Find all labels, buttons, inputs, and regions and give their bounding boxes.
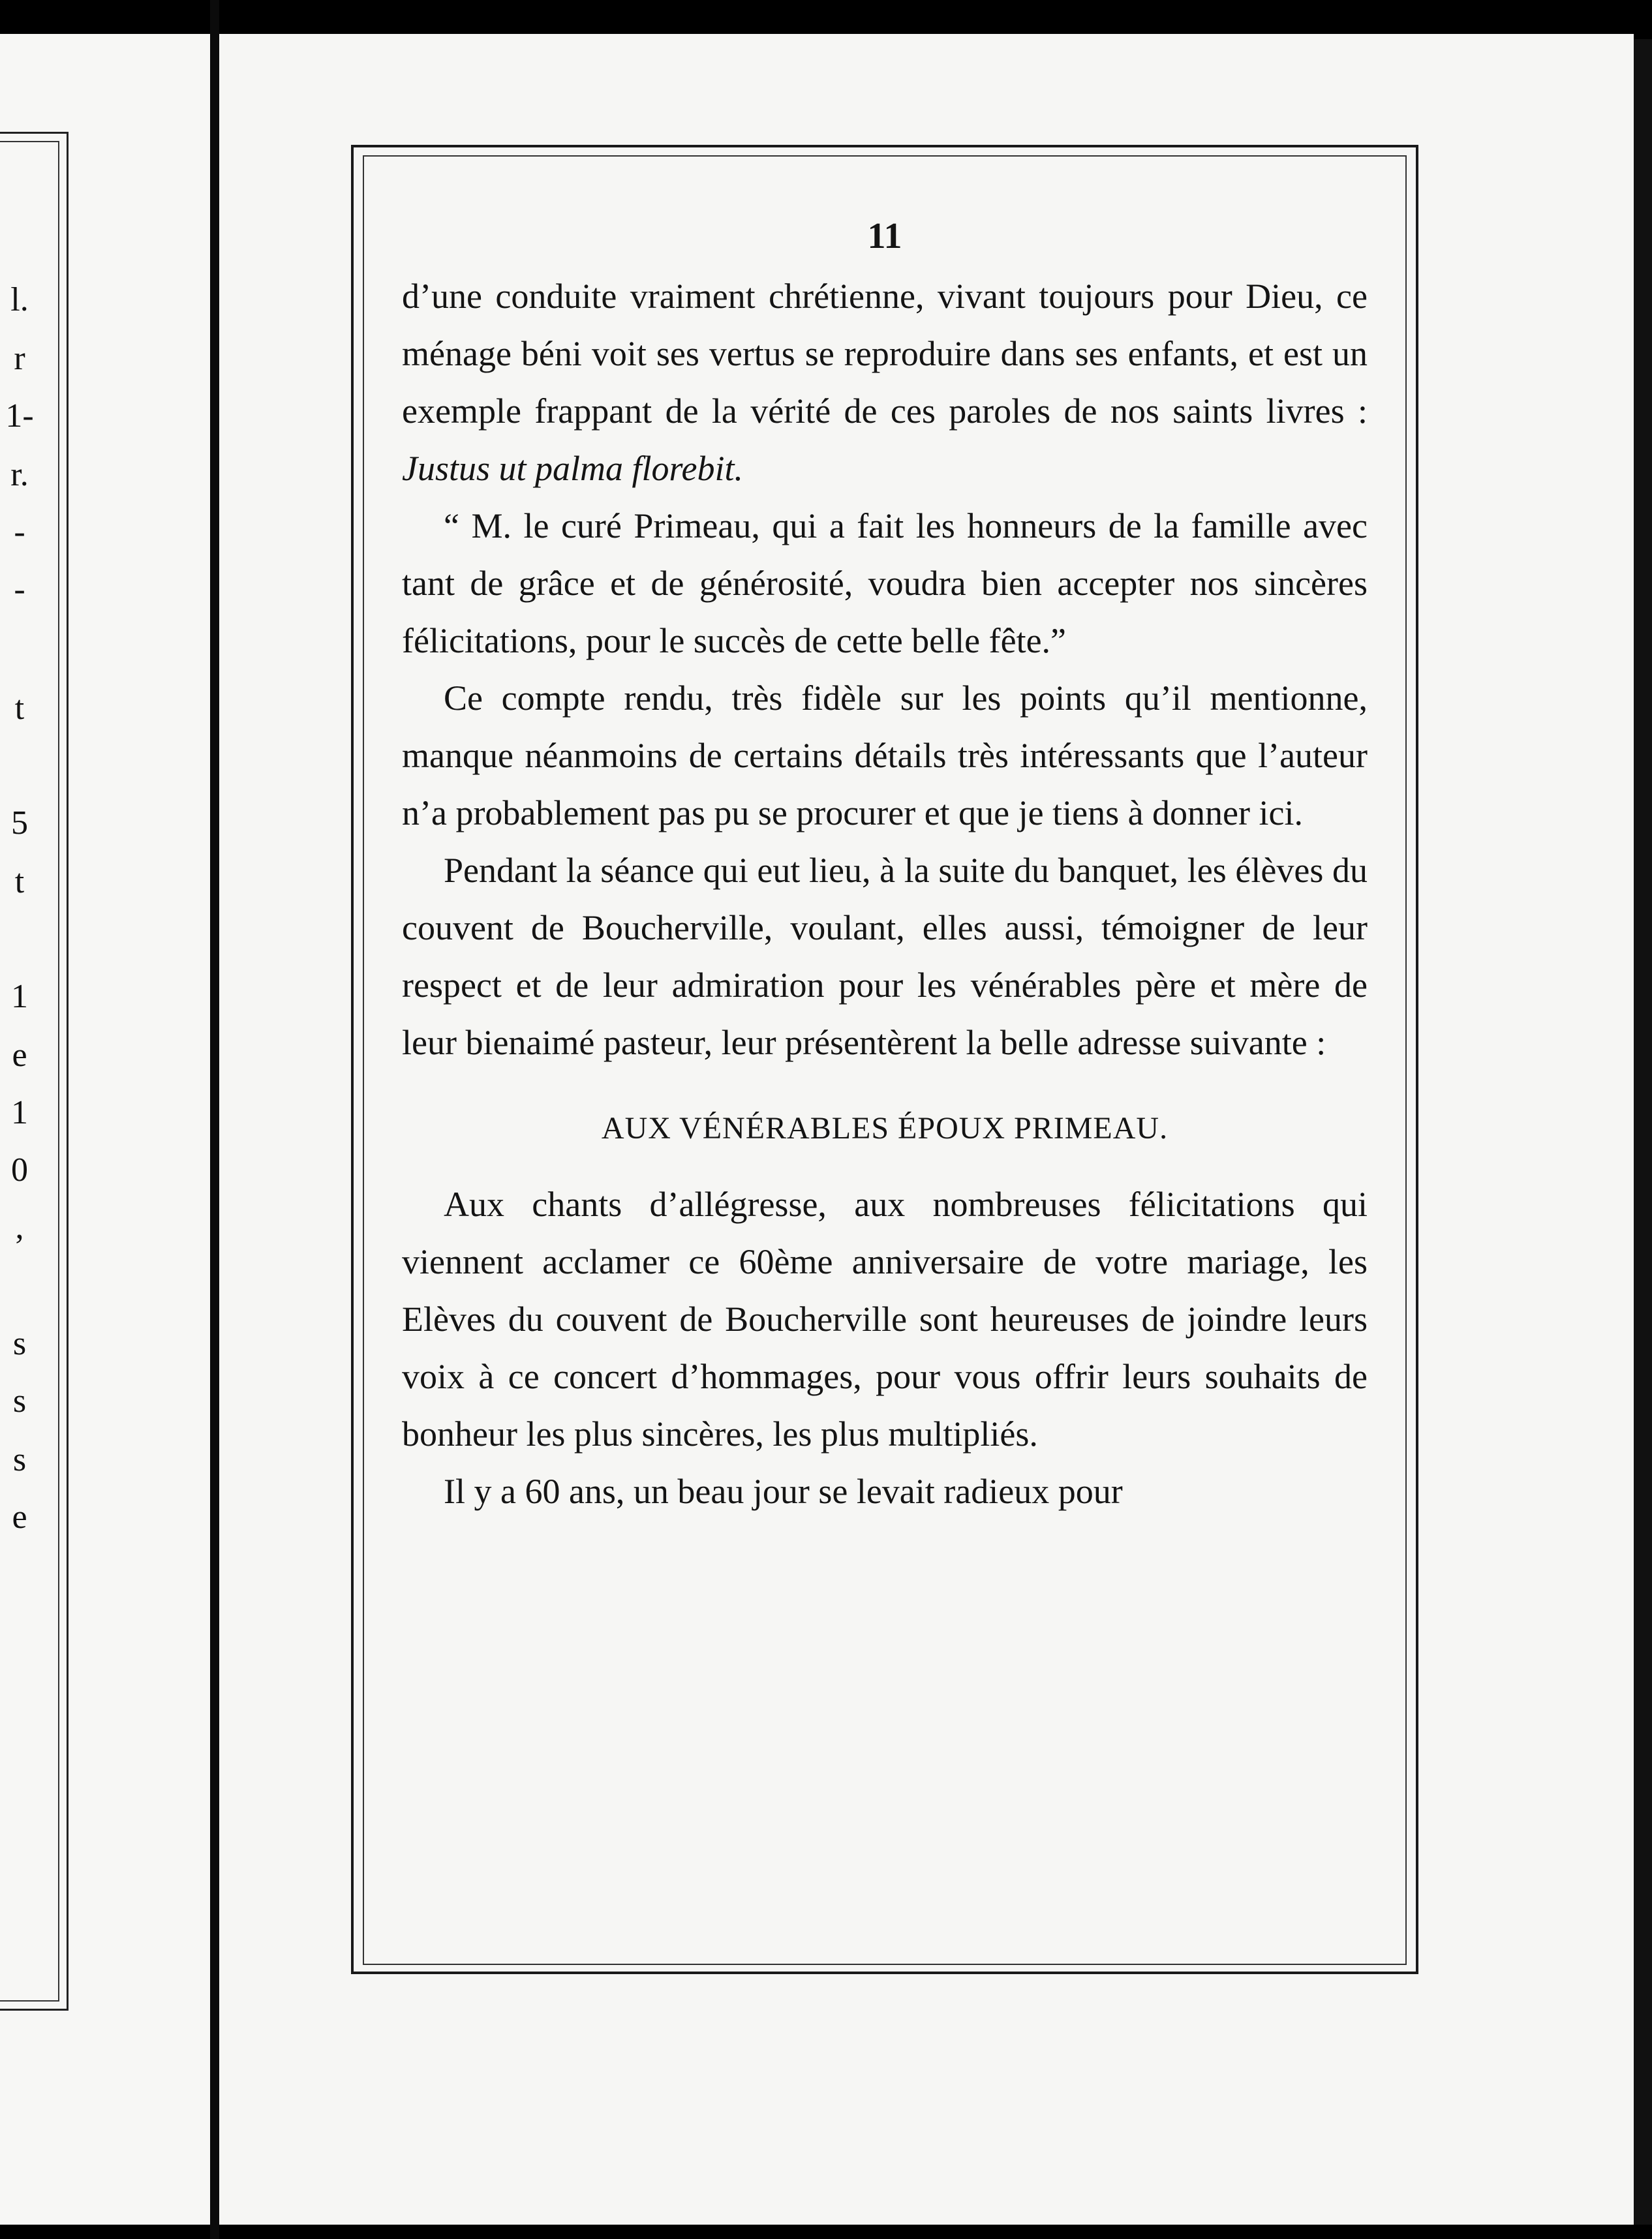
paragraph-text: Il y a 60 ans, un beau jour se levait radieux pour — [444, 1472, 1123, 1511]
previous-page-line-end: , — [15, 1209, 24, 1246]
previous-page-line-end: 1- — [5, 397, 34, 434]
previous-page-line-end: 0 — [11, 1151, 28, 1189]
previous-page-line-end: s — [12, 1382, 27, 1420]
paragraph — [402, 497, 1368, 669]
previous-page-line-end: e — [12, 1037, 27, 1074]
previous-page-line-end: - — [14, 571, 25, 608]
previous-page-line-end: l. — [10, 281, 29, 318]
previous-page-line-end: - — [14, 513, 25, 551]
paragraph-text: Ce compte rendu, très fidèle sur les points qu’il mentionne, manque néanmoins de certains détails très intéressants que l’auteur n’a probablement pas pu se procurer et que je tiens à donner ici. — [402, 678, 1368, 832]
previous-page-line-end: e — [12, 1499, 27, 1536]
paragraph-text: “ M. le curé Primeau, qui a fait les honneurs de la famille avec tant de grâce et de générosité, voudra bien accepter nos sincères félicitations, pour le succès de cette belle fête.” — [402, 506, 1368, 660]
page-text-block — [402, 207, 1368, 1520]
previous-page-line-end: r. — [10, 456, 29, 493]
paragraph-text: Pendant la séance qui eut lieu, à la suite du banquet, les élèves du couvent de Boucherville, voulant, elles aussi, témoigner de leur respect et de leur admiration pour les vénérables père et mère de leur bienaimé pasteur, leur présentèrent la belle adresse suivante : — [402, 851, 1368, 1062]
previous-page-line-end: s — [12, 1325, 27, 1362]
paragraph — [402, 267, 1368, 497]
page-number: 11 — [867, 216, 902, 256]
previous-page-line-end: 5 — [11, 804, 28, 842]
address-paragraph — [402, 1176, 1368, 1463]
previous-page-line-end: 1 — [11, 978, 28, 1015]
previous-page-fragment — [0, 34, 210, 2225]
previous-page-line-end: t — [14, 863, 25, 900]
previous-page-line-end: r — [14, 340, 25, 377]
paragraph-text: Aux chants d’allégresse, aux nombreuses félicitations qui viennent acclamer ce 60ème anniversaire de votre mariage, les Elèves du couvent de Boucherville sont heureuses de joindre leurs voix à ce concert d’hommages, pour vous offrir leurs souhaits de bonheur les plus sincères, les plus multipliés. — [402, 1185, 1368, 1454]
latin-quotation: Justus ut palma florebit. — [402, 449, 743, 488]
paragraph — [402, 842, 1368, 1071]
book-gutter — [210, 0, 219, 2239]
address-paragraph — [402, 1463, 1368, 1520]
page-edge — [1634, 39, 1652, 2225]
previous-page-line-end: s — [12, 1441, 27, 1478]
paragraph-text: d’une conduite vraiment chrétienne, vivant toujours pour Dieu, ce ménage béni voit ses vertus se reproduire dans ses enfants, et est un exemple frappant de la vérité de ces paroles de nos saints livres : — [402, 277, 1368, 431]
section-title: AUX VÉNÉRABLES ÉPOUX PRIMEAU. — [601, 1111, 1169, 1146]
previous-page-line-end: t — [14, 690, 25, 727]
paragraph — [402, 669, 1368, 842]
previous-page-line-end: 1 — [11, 1094, 28, 1131]
